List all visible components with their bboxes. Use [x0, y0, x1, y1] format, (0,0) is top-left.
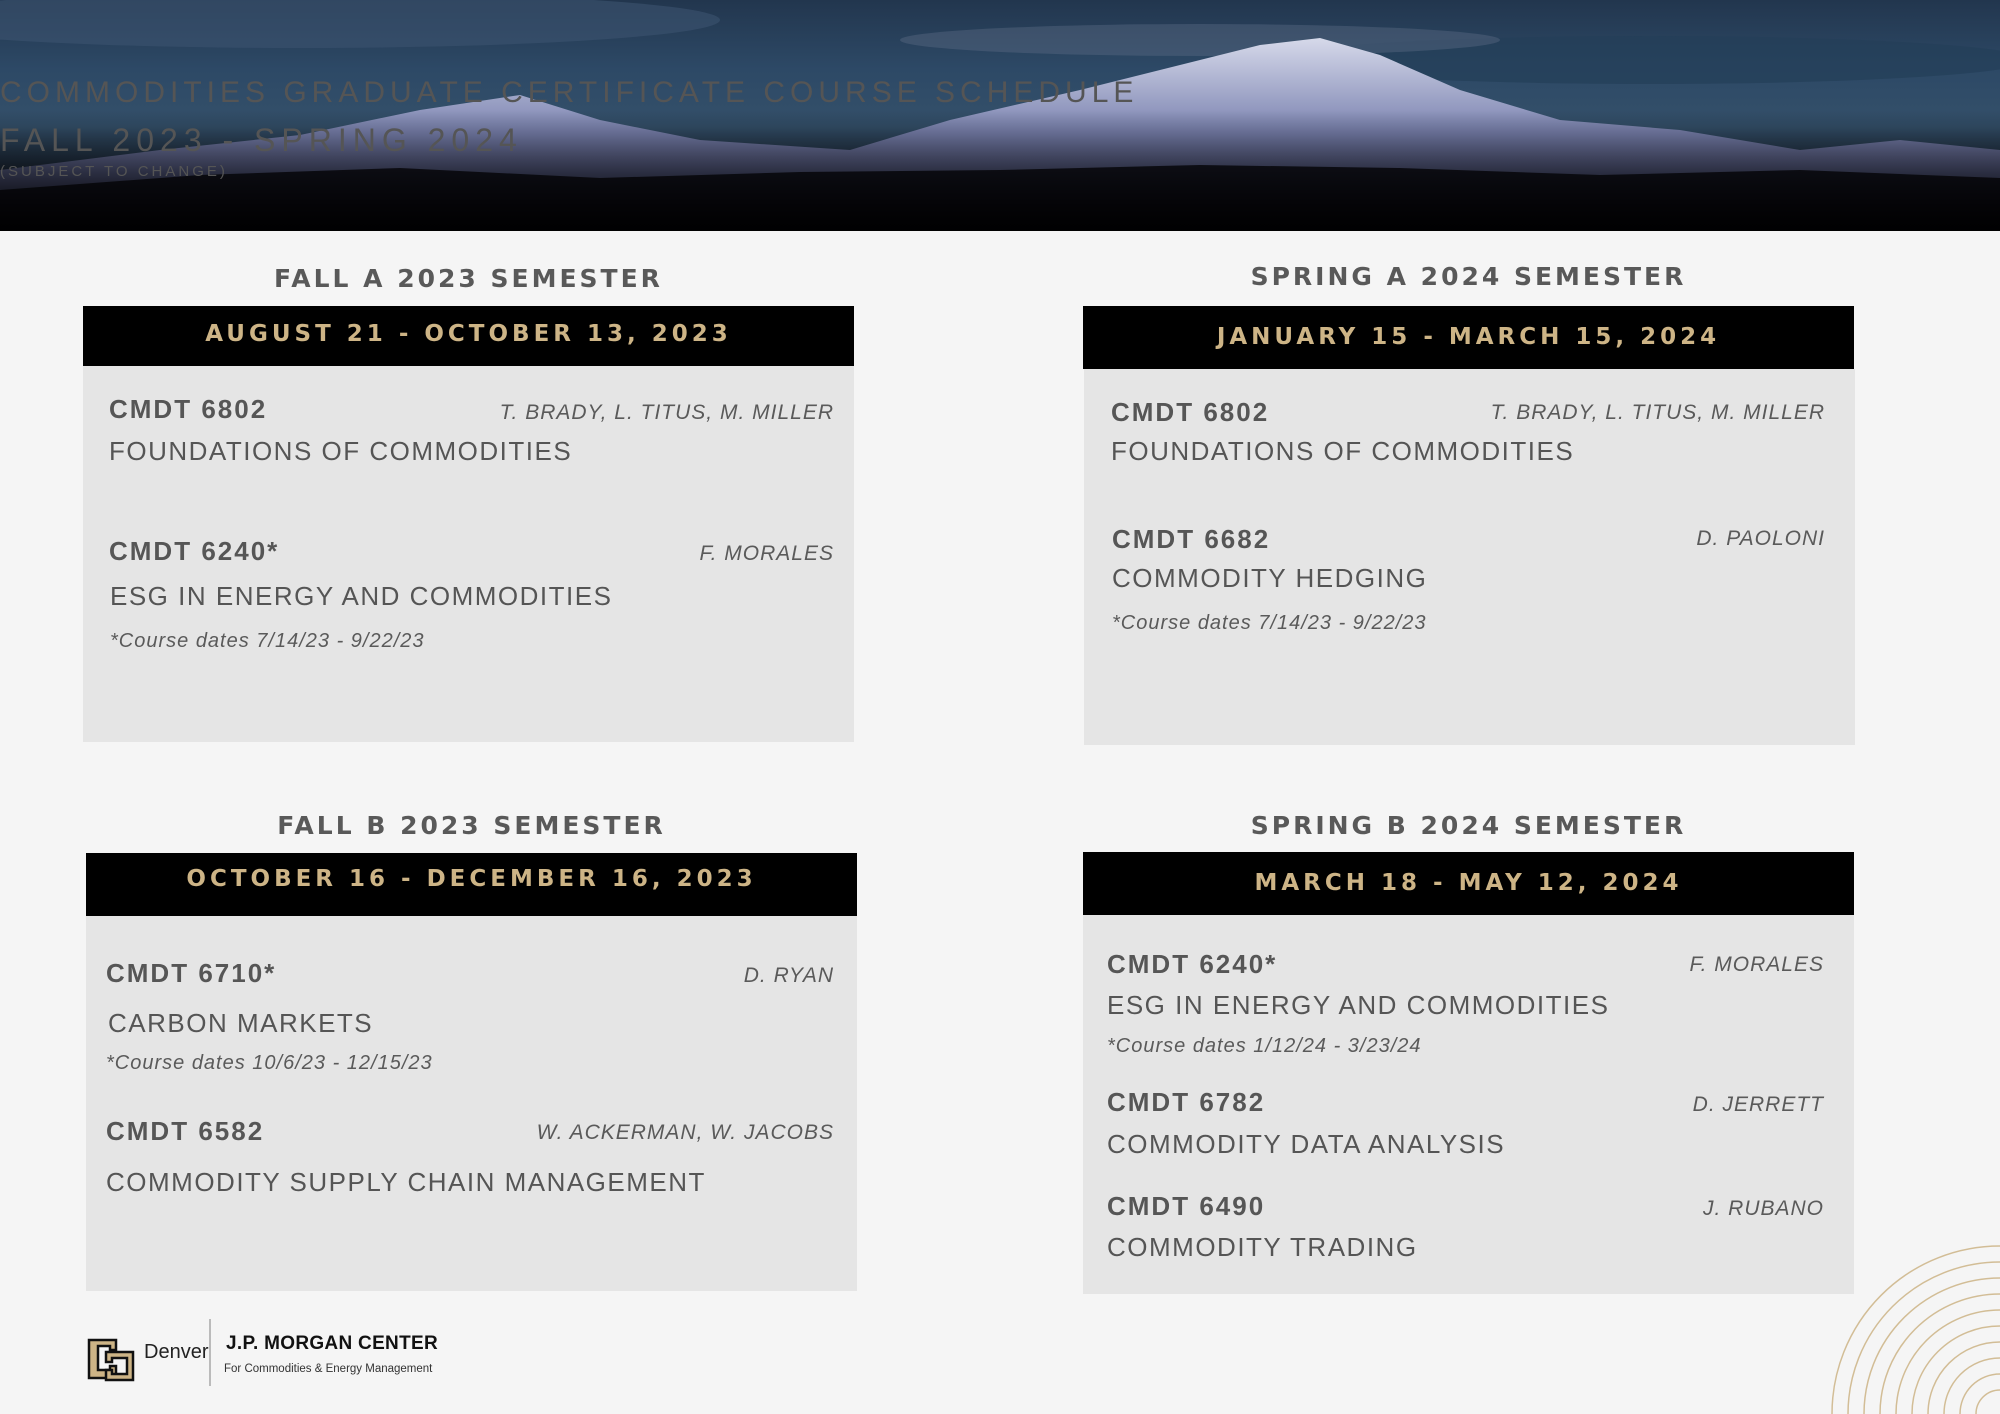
date-bar-spring-a: JANUARY 15 - MARCH 15, 2024: [1083, 306, 1854, 369]
subject-to-change-note: (SUBJECT TO CHANGE): [0, 163, 228, 180]
center-name: J.P. MORGAN CENTER: [226, 1333, 438, 1354]
course-panel-spring-b: [1083, 915, 1854, 1294]
course-code: CMDT 6240*: [1107, 949, 1278, 979]
course-code: CMDT 6582: [106, 1116, 265, 1146]
course-instructors: W. ACKERMAN, W. JACOBS: [536, 1121, 834, 1144]
course-instructors: D. RYAN: [743, 964, 834, 987]
course-name: COMMODITY SUPPLY CHAIN MANAGEMENT: [106, 1167, 706, 1197]
footer-divider: [209, 1319, 211, 1386]
header-banner: [0, 0, 2000, 231]
course-panel-spring-a: [1084, 369, 1855, 745]
course-date-note: *Course dates 10/6/23 - 12/15/23: [106, 1052, 433, 1074]
semester-title-spring-a: SPRING A 2024 SEMESTER: [1250, 262, 1687, 291]
course-instructors: F. MORALES: [1689, 953, 1824, 976]
course-instructors: F. MORALES: [699, 542, 834, 565]
course-instructors: D. PAOLONI: [1696, 527, 1825, 550]
course-name: COMMODITY DATA ANALYSIS: [1107, 1129, 1506, 1159]
course-instructors: D. JERRETT: [1692, 1093, 1824, 1116]
course-panel-fall-b: [86, 916, 857, 1291]
course-instructors: T. BRADY, L. TITUS, M. MILLER: [1490, 401, 1825, 424]
course-name: ESG IN ENERGY AND COMMODITIES: [110, 581, 613, 611]
course-code: CMDT 6682: [1112, 524, 1271, 554]
course-date-note: *Course dates 7/14/23 - 9/22/23: [110, 630, 425, 652]
course-panel-fall-a: [83, 366, 854, 742]
course-code: CMDT 6240*: [109, 536, 280, 566]
course-instructors: J. RUBANO: [1702, 1197, 1824, 1220]
date-bar-spring-b: MARCH 18 - MAY 12, 2024: [1083, 852, 1854, 915]
date-bar-fall-a: AUGUST 21 - OCTOBER 13, 2023: [83, 306, 854, 366]
center-subtitle: For Commodities & Energy Management: [224, 1363, 433, 1375]
cu-logo-icon: [86, 1334, 136, 1384]
semester-title-spring-b: SPRING B 2024 SEMESTER: [1250, 811, 1687, 840]
course-name: FOUNDATIONS OF COMMODITIES: [109, 436, 573, 466]
course-code: CMDT 6802: [109, 394, 268, 424]
course-date-note: *Course dates 1/12/24 - 3/23/24: [1107, 1035, 1422, 1057]
course-name: FOUNDATIONS OF COMMODITIES: [1111, 436, 1575, 466]
course-name: COMMODITY HEDGING: [1112, 563, 1428, 593]
course-code: CMDT 6710*: [106, 958, 277, 988]
course-date-note: *Course dates 7/14/23 - 9/22/23: [1112, 612, 1427, 634]
course-name: CARBON MARKETS: [108, 1008, 374, 1038]
page-subtitle: FALL 2023 - SPRING 2024: [0, 122, 523, 158]
course-code: CMDT 6802: [1111, 397, 1270, 427]
page-title: COMMODITIES GRADUATE CERTIFICATE COURSE SCHEDULE: [0, 76, 1139, 109]
course-name: COMMODITY TRADING: [1107, 1232, 1418, 1262]
date-bar-fall-b: OCTOBER 16 - DECEMBER 16, 2023: [86, 853, 857, 916]
semester-title-fall-a: FALL A 2023 SEMESTER: [274, 264, 663, 293]
semester-title-fall-b: FALL B 2023 SEMESTER: [277, 811, 666, 840]
course-instructors: T. BRADY, L. TITUS, M. MILLER: [499, 401, 834, 424]
decorative-rings: [1830, 1210, 2000, 1414]
mountain-backdrop: [0, 0, 2000, 231]
course-code: CMDT 6782: [1107, 1087, 1266, 1117]
course-code: CMDT 6490: [1107, 1191, 1266, 1221]
course-name: ESG IN ENERGY AND COMMODITIES: [1107, 990, 1610, 1020]
university-name: Denver: [144, 1341, 209, 1363]
